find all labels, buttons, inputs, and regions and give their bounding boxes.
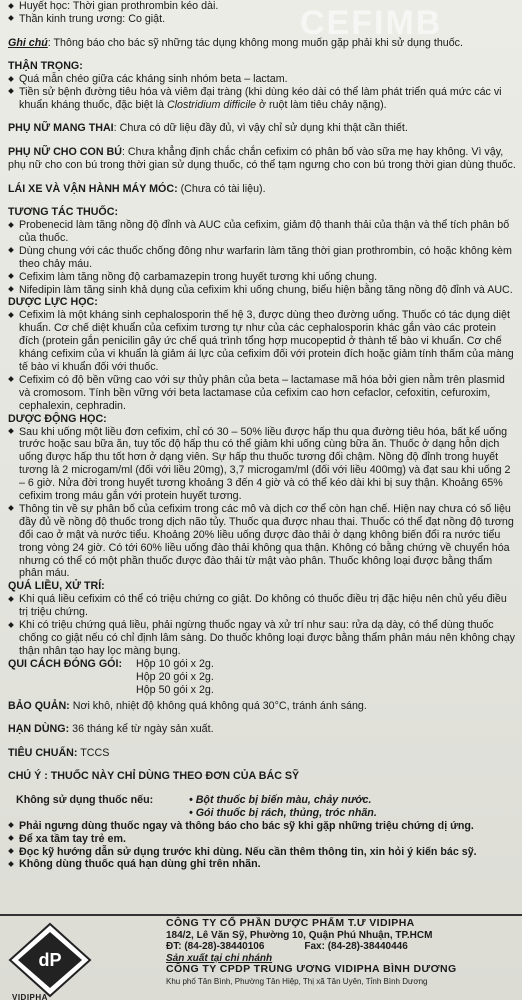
company-name: CÔNG TY CỔ PHẦN DƯỢC PHẨM T.Ư VIDIPHA <box>166 917 415 929</box>
company-fax: Fax: (84-28)-38440446 <box>304 941 408 953</box>
watermark-text: CEFIMB <box>300 4 443 42</box>
list-item: Để xa tầm tay trẻ em. <box>8 833 516 846</box>
list-item: Cefixim có độ bền vững cao với sự thủy phân của beta – lactamase mã hóa bởi gien nằm trên plasmid và cromosom. Tính bền vững với beta lactamase của cefixim cao hơn cefaclor, cefoxitin, cefuroxim, cephalexin, cephradin. <box>8 374 516 413</box>
company-address: 184/2, Lê Văn Sỹ, Phường 10, Quận Phú Nhuận, TP.HCM <box>166 929 433 941</box>
list-item: Không dùng thuốc quá hạn dùng ghi trên nhãn. <box>8 858 516 871</box>
packaging-option: Hộp 10 gói x 2g. <box>136 657 214 670</box>
branch-address: Khu phố Tân Bình, Phường Tân Hiệp, Thị xã Tân Uyên, Tỉnh Bình Dương <box>166 976 428 986</box>
note-paragraph <box>8 37 516 50</box>
not-use-label: Không sử dụng thuốc nếu: <box>16 793 154 806</box>
company-info <box>166 918 457 988</box>
packaging-row <box>8 684 516 697</box>
not-use-item: • Gói thuốc bị rách, thủng, tróc nhãn. <box>189 806 377 819</box>
driving-paragraph: LÁI XE VÀ VẬN HÀNH MÁY MÓC: (Chưa có tài liệu). <box>8 182 266 195</box>
note-label: Ghi chú <box>8 36 48 49</box>
note-text: : Thông báo cho bác sỹ những tác dụng không mong muốn gặp phải khi sử dụng thuốc. <box>47 36 463 49</box>
warning-list <box>8 820 516 872</box>
list-item: Quá mẫn chéo giữa các kháng sinh nhóm beta – lactam. <box>8 73 516 86</box>
packaging-row <box>8 658 516 671</box>
section-heading-interactions: TƯƠNG TÁC THUỐC: <box>8 206 119 219</box>
company-footer <box>0 914 522 1000</box>
not-use-item: • Bột thuốc bị biến màu, chảy nước. <box>189 793 372 806</box>
logo-text: VIDIPHA <box>12 993 48 1000</box>
list-item: Probenecid làm tăng nồng độ đỉnh và AUC của cefixim, giảm độ thanh thải của thận và thể tích phân bố của thuốc. <box>8 219 516 245</box>
standard-line: TIÊU CHUẨN: TCCS <box>8 746 110 759</box>
list-item: Sau khi uống một liều đơn cefixim, chỉ có 30 – 50% liều được hấp thu qua đường tiêu hóa, bất kể uống trước hoặc sau bữa ăn, tuy tốc độ hấp thu có thể giảm khi uống cùng bữa ăn. Thuốc ở dạng hỗn dịch uống được hấp thu tốt hơn ở dạng viên. Sự hấp thu thuốc tương đối chậm. Nồng độ đỉnh trong huyết tương là 2 microgam/ml (đối với liều 20mg), 3,7 microgam/ml (đối với liều 400mg) và đạt sau khi uống 2 – 6 giờ. Nửa đời trong huyết tương khoảng 3 đến 4 giờ và có thể kéo dài khi bị suy thận. Khoảng 65% cefixim trong máu gắn với protein huyết tương. <box>8 426 516 503</box>
section-heading-caution: THẬN TRỌNG: <box>8 60 83 73</box>
packaging-row <box>8 671 516 684</box>
list-item: Cefixim là một kháng sinh cephalosporin thế hệ 3, được dùng theo đường uống. Thuốc có tác dụng diệt khuẩn. Cơ chế diệt khuẩn của cefixim tương tự như của các cephalosporin khác gắn vào các protein đích (protein gắn penicilin gây ức chế quá trình tổng hợp mucopeptid ở thành tế bào vi khuẩn. Cơ chế kháng cefixim của vi khuẩn là giảm ái lực của cefixim đối với protein đích hoặc giảm tính thấm của màng tế bào vi khuẩn đối với thuốc. <box>8 309 516 374</box>
list-item: Cefixim làm tăng nồng độ carbamazepin trong huyết tương khi uống chung. <box>8 271 516 284</box>
section-heading-pharmacokinetics: DƯỢC ĐỘNG HỌC: <box>8 412 107 425</box>
list-item: Huyết học: Thời gian prothrombin kéo dài. <box>8 0 516 13</box>
branch-label: Sản xuất tại chi nhánh <box>166 952 273 964</box>
packaging-option: Hộp 50 gói x 2g. <box>136 683 214 696</box>
leaflet-content <box>8 0 516 871</box>
list-item: Thông tin về sự phân bố của cefixim trong các mô và dịch cơ thể còn hạn chế. Hiện nay chưa có số liệu đầy đủ về nồng độ thuốc trong dịch não tủy. Thuốc qua được nhau thai. Thuốc có thể đạt nồng độ tương đối cao ở mật và nước tiểu. Khoảng 20% liều uống được đào thải ở dạng không biến đổi ra nước tiểu trong vòng 24 giờ. Có tới 60% liều uống đào thải không qua thận. Không có bằng chứng về chuyển hóa nhưng có thể có một phần thuốc được đào thải từ mật vào phân. Thuốc không loại được bằng thẩm phân máu. <box>8 503 516 580</box>
section-heading-pharmacodynamics: DƯỢC LỰC HỌC: <box>8 296 98 309</box>
list-item: Tiền sử bệnh đường tiêu hóa và viêm đại tràng (khi dùng kéo dài có thể làm phát triển quá mức các vi khuẩn kháng thuốc, đặc biệt là Clostridium difficile ở ruột làm tiêu chảy nặng). <box>8 86 516 112</box>
packaging-option: Hộp 20 gói x 2g. <box>136 670 214 683</box>
branch-name: CÔNG TY CPDP TRUNG ƯƠNG VIDIPHA BÌNH DƯƠNG <box>166 963 457 976</box>
list-item: Nifedipin làm tăng sinh khả dụng của cefixim khi uống chung, biểu hiện bằng tăng nồng độ đỉnh và AUC. <box>8 284 516 297</box>
company-contact <box>166 941 457 953</box>
not-use-row <box>8 794 516 807</box>
list-item: Khi có triệu chứng quá liều, phải ngừng thuốc ngay và xử trí như sau: rửa dạ dày, có thể dùng thuốc chống co giật nếu có chỉ định lâm sàng. Do thuốc không loại được bằng thẩm phân máu nên không chạy thận nhân tạo hay lọc màng bụng. <box>8 619 516 658</box>
company-tel: ĐT: (84-28)-38440106 <box>166 941 265 953</box>
warning-line: CHÚ Ý : THUỐC NÀY CHỈ DÙNG THEO ĐƠN CỦA BÁC SỸ <box>8 770 300 783</box>
storage-line: BẢO QUẢN: Nơi khô, nhiệt độ không quá không quá 30°C, tránh ánh sáng. <box>8 699 367 712</box>
not-use-row <box>8 807 516 820</box>
section-heading-overdose: QUÁ LIỀU, XỬ TRÍ: <box>8 580 105 593</box>
pregnancy-paragraph: PHỤ NỮ MANG THAI: Chưa có dữ liệu đầy đủ, vì vậy chỉ sử dụng khi thật cần thiết. <box>8 122 408 135</box>
packaging-label: QUI CÁCH ĐÓNG GÓI: <box>8 657 122 670</box>
vidipha-logo-icon <box>6 922 94 1000</box>
list-item: Dùng chung với các thuốc chống đông như warfarin làm tăng thời gian prothrombin, có hoặc không kèm theo chảy máu. <box>8 245 516 271</box>
list-item: Đọc kỹ hướng dẫn sử dụng trước khi dùng. Nếu cần thêm thông tin, xin hỏi ý kiến bác sỹ. <box>8 846 516 859</box>
list-item: Thần kinh trung ương: Co giật. <box>8 13 516 26</box>
list-item: Khi quá liều cefixim có thể có triệu chứng co giật. Do không có thuốc điều trị đặc hiệu nên chủ yếu điều trị triệu chứng. <box>8 593 516 619</box>
breastfeeding-paragraph: PHỤ NỮ CHO CON BÚ: Chưa khẳng định chắc chắn cefixim có phân bố vào sữa mẹ hay không. Vì vậy, phụ nữ cho con bú trong thời gian sử dụng thuốc, có thể tạm ngưng cho con bú trong thời gian dùng thuốc. <box>8 146 516 171</box>
svg-text:dP: dP <box>38 950 62 970</box>
expiry-line: HẠN DÙNG: 36 tháng kể từ ngày sản xuất. <box>8 723 214 736</box>
list-item: Phải ngưng dùng thuốc ngay và thông báo cho bác sỹ khi gặp những triệu chứng dị ứng. <box>8 820 516 833</box>
